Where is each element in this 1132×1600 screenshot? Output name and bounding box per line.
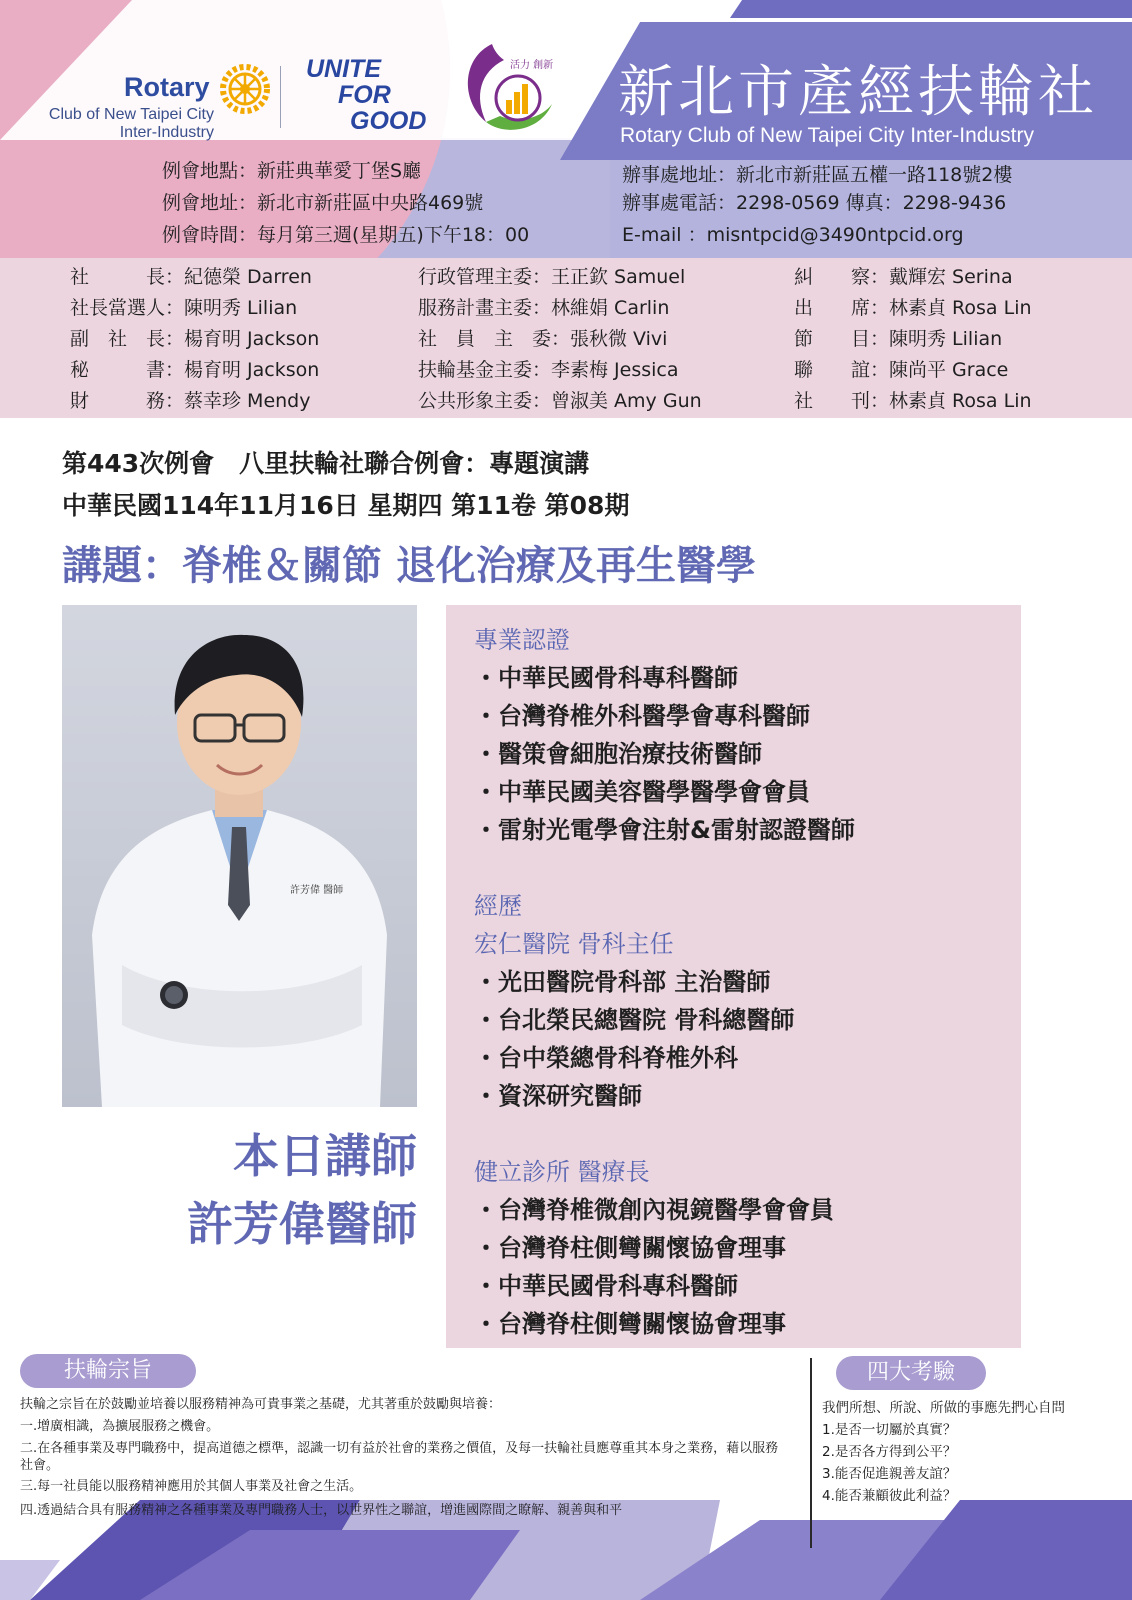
experience-item: ・光田醫院骨科部 主治醫師 [474, 968, 771, 996]
cert-item: ・醫策會細胞治療技術醫師 [474, 740, 762, 768]
logo-divider [280, 66, 281, 128]
four-way-test-line: 我們所想、所說、所做的事應先捫心自問 [822, 1400, 1065, 1416]
clinic-item: ・中華民國骨科專科醫師 [474, 1272, 738, 1300]
officer-president-elect: 社長當選人：陳明秀 Lilian [70, 297, 298, 319]
club-title: 新北市產經扶輪社 [618, 60, 1098, 125]
experience-item: ・資深研究醫師 [474, 1082, 642, 1110]
meeting-headline: 第443次例會 八里扶輪社聯合例會：專題演講 [62, 449, 590, 478]
officer-president: 社 長：紀德榮 Darren [70, 266, 312, 288]
office-phone: 辦事處電話：2298-0569 傳真：2298-9436 [622, 192, 1007, 214]
meeting-time: 例會時間：每月第三週(星期五)下午18：00 [162, 224, 530, 246]
footer-divider [810, 1358, 812, 1548]
rotary-wheel-icon [218, 62, 272, 116]
officer-secretary: 秘 書：楊育明 Jackson [70, 359, 320, 381]
vitality-innovation-logo [452, 38, 562, 134]
experience-item: ・台北榮民總醫院 骨科總醫師 [474, 1006, 795, 1034]
issue-date-line: 中華民國114年11月16日 星期四 第11卷 第08期 [62, 491, 630, 520]
officer-sergeant: 糾 察：戴輝宏 Serina [794, 266, 1013, 288]
vitality-text: 活力 創新 [510, 60, 554, 71]
experience-heading: 經歷 [474, 892, 522, 920]
clinic-item: ・台灣脊柱側彎關懷協會理事 [474, 1234, 786, 1262]
clinic-item: ・台灣脊椎微創內視鏡醫學會會員 [474, 1196, 834, 1224]
officer-service-chair: 服務計畫主委：林維娟 Carlin [418, 297, 670, 319]
cert-item: ・台灣脊椎外科醫學會專科醫師 [474, 702, 810, 730]
purpose-line: 三.每一社員能以服務精神應用於其個人事業及社會之生活。 [20, 1479, 363, 1494]
officer-fellowship: 聯 誼：陳尚平 Grace [794, 359, 1009, 381]
clinic-heading: 健立診所 醫療長 [474, 1158, 650, 1186]
four-way-test-line: 3.能否促進親善友誼？ [822, 1466, 957, 1482]
cert-heading: 專業認證 [474, 626, 570, 654]
purpose-line: 四.透過結合具有服務精神之各種事業及專門職務人士，以世界性之聯誼，增進國際間之瞭解、親善與和平 [20, 1503, 623, 1518]
cert-item: ・中華民國骨科專科醫師 [474, 664, 738, 692]
cert-item: ・雷射光電學會注射&雷射認證醫師 [474, 816, 855, 844]
four-way-test-title: 四大考驗 [836, 1356, 986, 1390]
speaker-name: 許芳偉醫師 [187, 1197, 417, 1251]
rotary-sub-line-2: Inter-Industry [119, 124, 214, 141]
four-way-test-line: 2.是否各方得到公平？ [822, 1444, 957, 1460]
officer-program: 節 目：陳明秀 Lilian [794, 328, 1003, 350]
clinic-item: ・台灣脊柱側彎關懷協會理事 [474, 1310, 786, 1338]
purpose-line: 二.在各種事業及專門職務中，提高道德之標準，認識一切有益於社會的業務之價值，及每一扶輪社員應尊重其本身之業務，藉以服務社會。 [20, 1441, 779, 1473]
office-email: E-mail ：misntpcid@3490ntpcid.org [622, 224, 964, 246]
coat-name-text: 許芳偉 醫師 [290, 885, 344, 896]
meeting-place: 例會地點：新莊典華愛丁堡S廳 [162, 160, 422, 182]
cert-item: ・中華民國美容醫學醫學會會員 [474, 778, 810, 806]
speaker-photo [62, 605, 417, 1107]
for-word: FOR [338, 81, 391, 109]
speaker-portrait [62, 605, 417, 1107]
officer-bulletin: 社 刊：林素貞 Rosa Lin [794, 390, 1032, 412]
unite-word: UNITE [306, 55, 381, 83]
rotary-logo-text: Rotary [124, 72, 210, 102]
speaker-label: 本日講師 [233, 1129, 417, 1183]
good-word: GOOD [350, 107, 427, 135]
unite-for-good-logo [306, 56, 446, 134]
purpose-title: 扶輪宗旨 [20, 1354, 196, 1388]
purpose-line: 一.增廣相識，為擴展服務之機會。 [20, 1419, 220, 1434]
experience-item: ・台中榮總骨科脊椎外科 [474, 1044, 738, 1072]
rotary-logo-subtitle [14, 106, 214, 142]
purpose-line: 扶輪之宗旨在於鼓勵並培養以服務精神為可貴事業之基礎，尤其著重於鼓勵與培養： [20, 1397, 502, 1412]
officer-admin-chair: 行政管理主委：王正欽 Samuel [418, 266, 686, 288]
experience-current: 宏仁醫院 骨科主任 [474, 930, 674, 958]
officer-public-image-chair: 公共形象主委：曾淑美 Amy Gun [418, 390, 702, 412]
header-top-stripe [730, 0, 1132, 18]
four-way-test-line: 4.能否兼顧彼此利益？ [822, 1488, 957, 1504]
office-address: 辦事處地址：新北市新莊區五權一路118號2樓 [622, 164, 1013, 186]
meeting-address: 例會地址：新北市新莊區中央路469號 [162, 192, 484, 214]
officer-vice-president: 副 社 長：楊育明 Jackson [70, 328, 320, 350]
officer-membership-chair: 社 員 主 委：張秋微 Vivi [418, 328, 668, 350]
four-way-test-line: 1.是否一切屬於真實？ [822, 1422, 957, 1438]
rotary-sub-line-1: Club of New Taipei City [48, 106, 214, 123]
officer-treasurer: 財 務：蔡幸珍 Mendy [70, 390, 311, 412]
speech-topic: 講題：脊椎＆關節 退化治療及再生醫學 [62, 543, 756, 589]
club-title-english: Rotary Club of New Taipei City Inter-Industry [620, 124, 1034, 147]
officer-attendance: 出 席：林素貞 Rosa Lin [794, 297, 1032, 319]
officer-foundation-chair: 扶輪基金主委：李素梅 Jessica [418, 359, 679, 381]
